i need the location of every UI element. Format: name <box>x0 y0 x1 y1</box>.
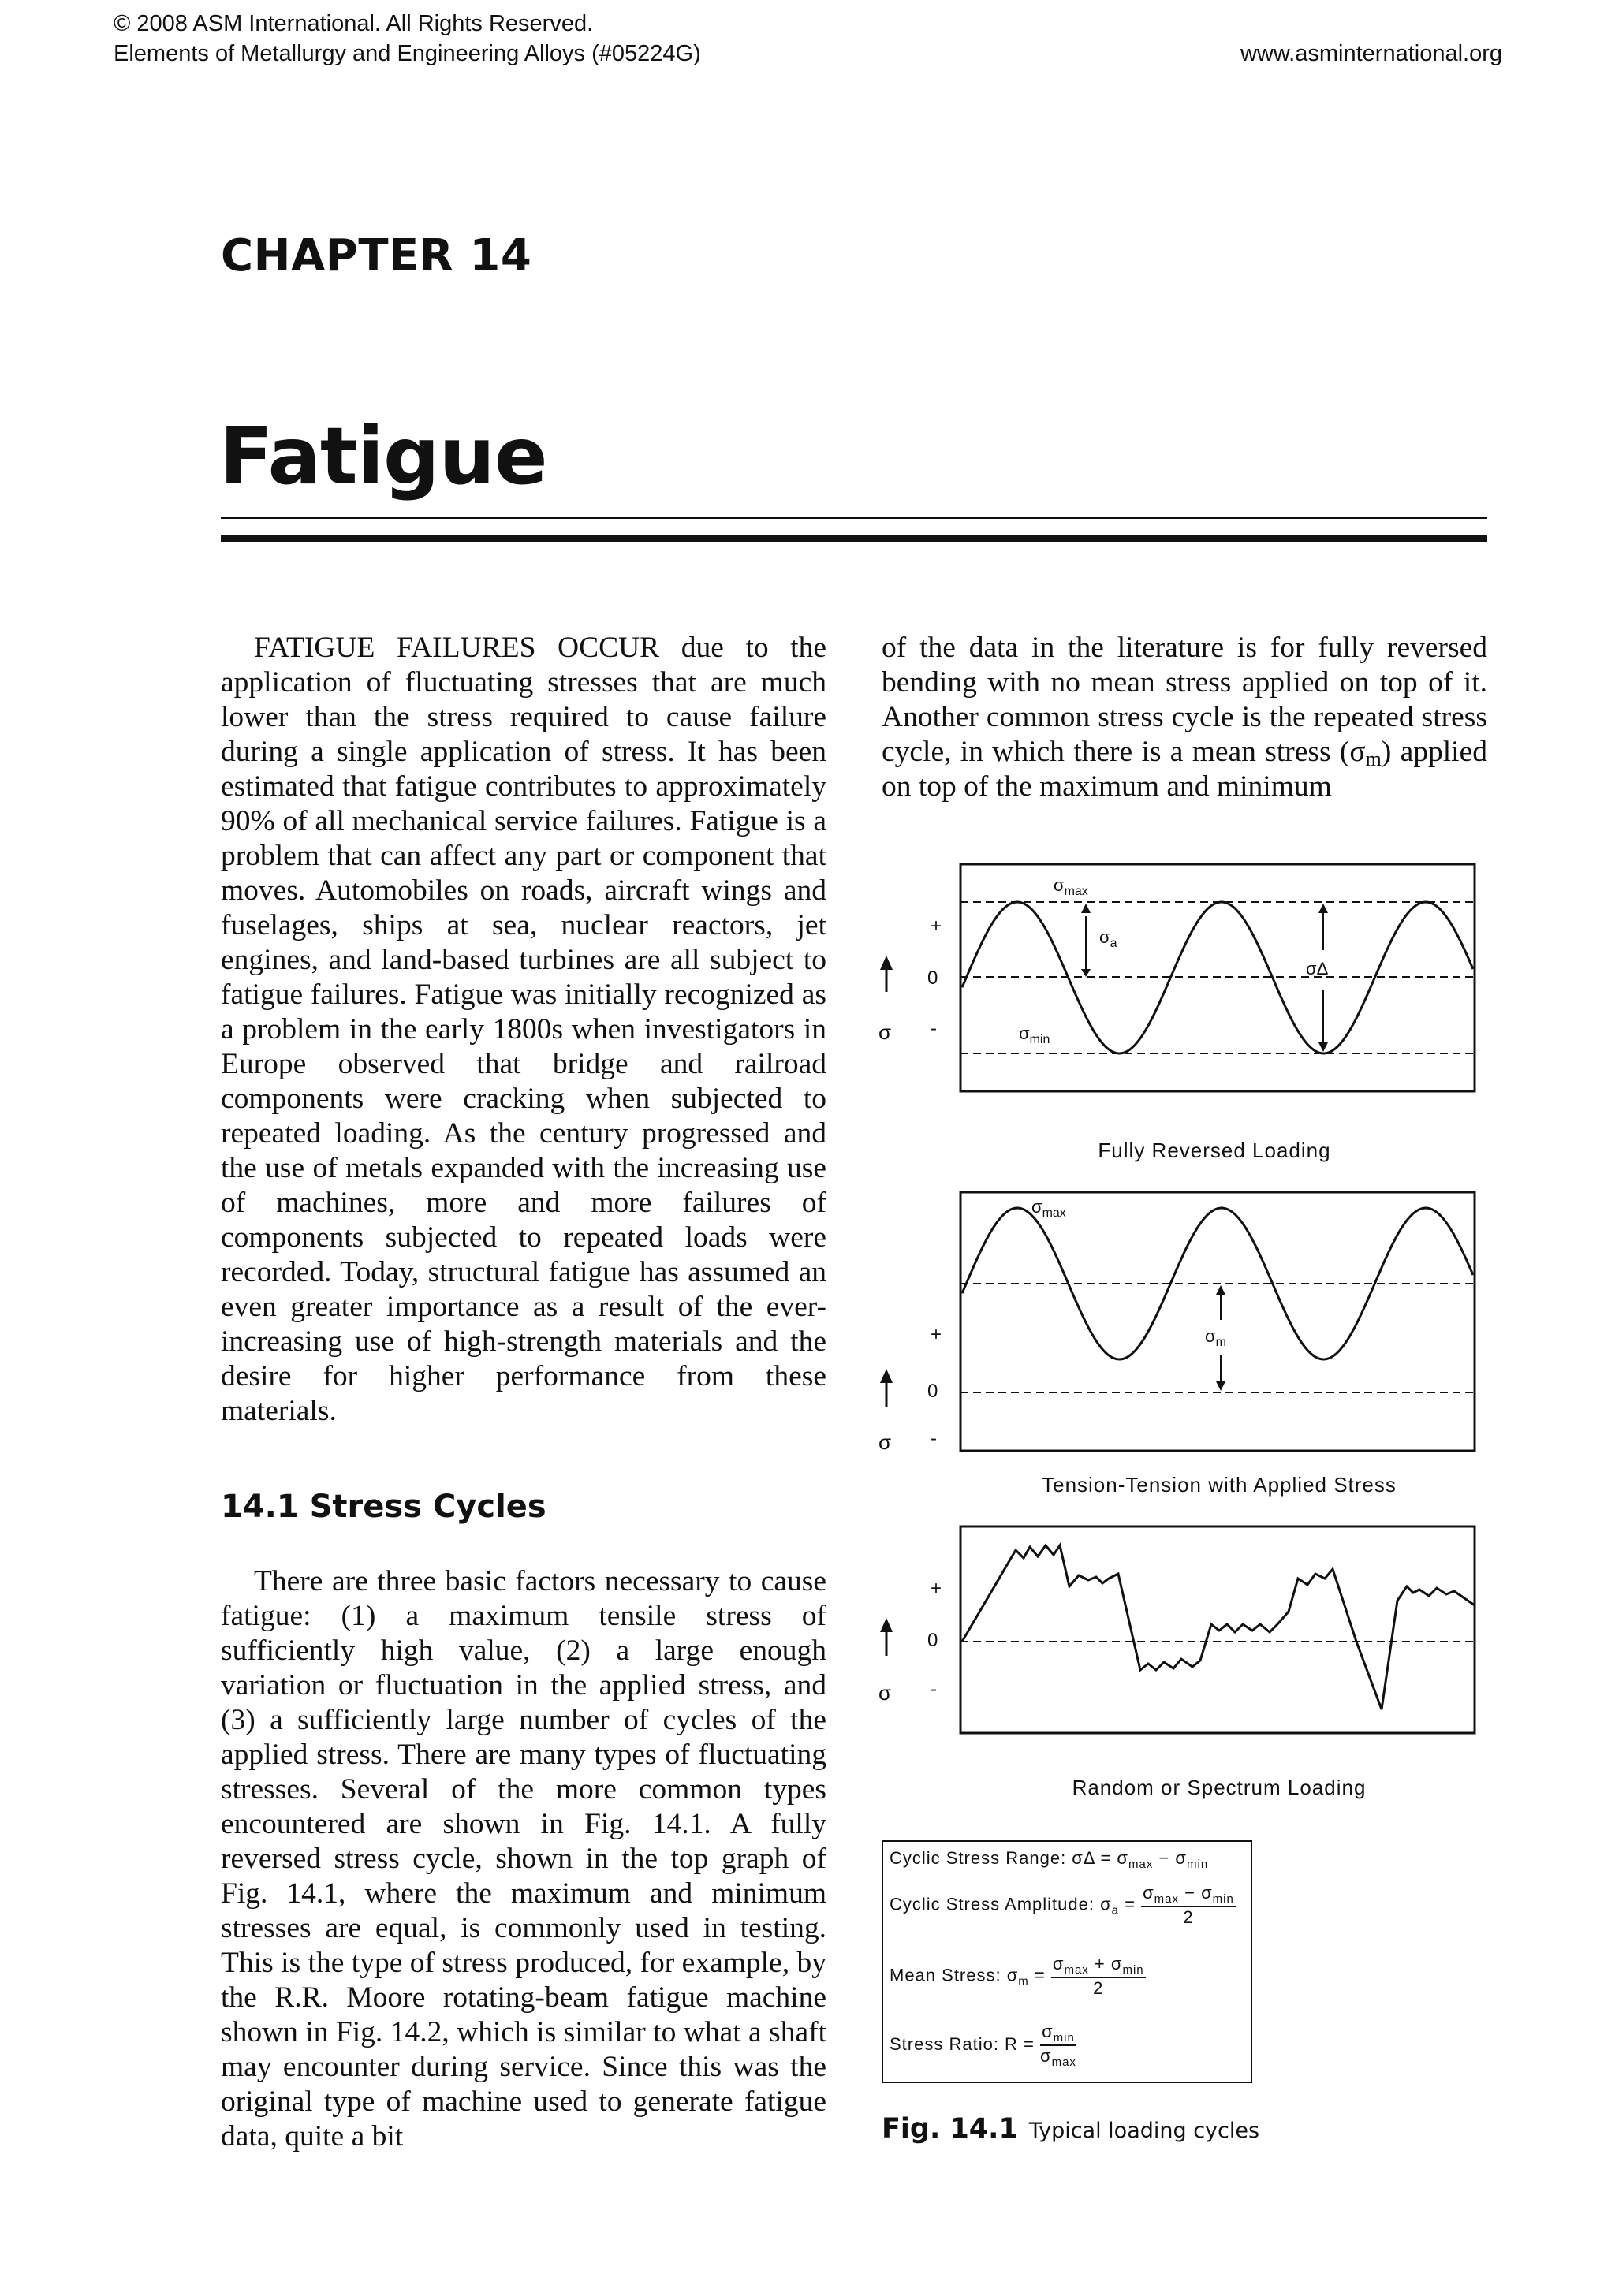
intro-paragraph: FATIGUE FAILURES OCCUR due to the application of fluctuating stresses that are much lower than the stress required to cause failure during a single application of stress. It has been estimated that fatigue contributes to approximately 90% of all mechanical service failures. Fatigue is a problem that can affect any part or component that moves. Automobiles on roads, aircraft wings and fuselages, ships at sea, nuclear reactors, jet engines, and land-based turbines are all subject to fatigue failures. Fatigue was initially recognized as a problem in the early 1800s when investigators in Europe observed that bridge and railroad components were cracking when subjected to repeated loading. As the century progressed and the use of metals expanded with the increasing use of machines, more and more failures of components subjected to repeated loads were recorded. Today, structural fatigue has assumed an even greater importance as a result of the ever-increasing use of high-strength materials and the desire for higher performance from these materials. <box>221 632 826 1427</box>
graph2-axis-plus: + <box>931 1324 942 1345</box>
graph-tension-tension <box>878 1192 1475 1496</box>
figure-caption-text: Typical loading cycles <box>1028 2119 1260 2143</box>
graph2-axis-zero: 0 <box>927 1381 938 1402</box>
section-paragraph: There are three basic factors necessary to cause fatigue: (1) a maximum tensile stress of sufficiently high value, (2) a large enough variation or fluctuation in the applied stress, and (3) a sufficiently large number of cycles of the applied stress. There are many types of fluctuating stresses. Several of the more common types encountered are shown in Fig. 14.1. A fully reversed stress cycle, shown in the top graph of Fig. 14.1, where the maximum and minimum stresses are equal, is commonly used in testing. This is the type of stress produced, for example, by the R.R. Moore rotating-beam fatigue machine shown in Fig. 14.2, which is similar to what a shaft may encounter during service. Since this was the original type of machine used to generate fatigue data, quite a bit <box>221 1565 826 2152</box>
graph2-axis-arrowhead <box>880 1369 893 1383</box>
figure-caption <box>882 2113 1259 2145</box>
graph1-amplitude-arrowhead-up <box>1081 904 1091 913</box>
section-heading: 14.1 Stress Cycles <box>221 1489 546 1525</box>
right-paragraph-after: ) applied on top of the maximum and minimum <box>882 736 1487 803</box>
formula-stress-range: Cyclic Stress Range: $\sigma\Delta = \sigma_{max} - \sigma_{min}$ <box>890 1848 1209 1871</box>
graph1-sigma-min-label: $\sigma_{min}$ <box>1019 1023 1050 1046</box>
graph1-sigma-delta-label: σΔ <box>1306 959 1329 978</box>
graph1-caption: Fully Reversed Loading <box>1098 1139 1331 1162</box>
mean-fraction: $\frac{\sigma_{max} + \sigma_{min}}{2}$ <box>1052 1954 1144 1998</box>
header-copyright: © 2008 ASM International. All Rights Reserved. <box>114 11 594 36</box>
graph1-axis-arrowhead <box>880 956 893 970</box>
graph3-axis-arrowhead <box>880 1618 893 1632</box>
graph1-amplitude-arrowhead-down <box>1081 969 1091 977</box>
header-url[interactable]: www.asminternational.org <box>1240 41 1502 66</box>
graph3-caption: Random or Spectrum Loading <box>1072 1776 1367 1799</box>
graph1-axis-minus: - <box>931 1018 937 1039</box>
graph2-mean-arrowhead-down <box>1216 1381 1225 1391</box>
graph3-axis-minus: - <box>931 1679 937 1700</box>
graph2-sigma-m-label: $\sigma_m$ <box>1205 1326 1226 1349</box>
graph3-axis-plus: + <box>931 1578 942 1599</box>
graph1-sigma-a-label: $\sigma_a$ <box>1099 927 1117 950</box>
right-paragraph-before: of the data in the literature is for fully reversed bending with no mean stress applied on top of it. Another common stress cycle is the repeated stress cycle, in which there is a mean stress (σ <box>882 632 1487 768</box>
graph2-axis-minus: - <box>931 1428 937 1449</box>
header-book-title: Elements of Metallurgy and Engineering Alloys (#05224G) <box>114 41 701 66</box>
graph1-sigma-max-label: $\sigma_{max}$ <box>1054 875 1088 898</box>
formula-stress-amplitude: Cyclic Stress Amplitude: $\sigma_a$ = $\frac{\sigma_{max} - \sigma_{min}}{2}$ <box>890 1883 1234 1927</box>
right-paragraph-sub: m <box>1365 747 1382 770</box>
graph-random-spectrum <box>878 1526 1475 1799</box>
graph3-axis-zero: 0 <box>927 1630 938 1651</box>
graph1-range-arrowhead-up <box>1318 904 1328 913</box>
graph1-axis-sigma: σ <box>878 1020 892 1044</box>
graph2-mean-arrowhead-up <box>1216 1285 1225 1295</box>
graph3-axis-sigma: σ <box>878 1681 892 1705</box>
graph1-range-arrowhead-down <box>1318 1042 1328 1052</box>
graph-fully-reversed <box>878 864 1475 1162</box>
chapter-label: CHAPTER 14 <box>221 230 532 281</box>
graph1-axis-zero: 0 <box>927 967 938 989</box>
ratio-fraction: $\frac{\sigma_{min}}{\sigma_{max}}$ <box>1040 2022 1076 2069</box>
formula-box <box>882 1840 1252 2083</box>
graph1-axis-plus: + <box>931 915 942 937</box>
chapter-title: Fatigue <box>219 410 547 502</box>
graph2-sigma-max-label: $\sigma_{max}$ <box>1031 1197 1066 1220</box>
graph2-axis-sigma: σ <box>878 1430 892 1454</box>
graph2-caption: Tension-Tension with Applied Stress <box>1042 1473 1397 1496</box>
graph3-signal <box>962 1545 1475 1709</box>
formula-stress-ratio: Stress Ratio: R = $\frac{\sigma_{min}}{\sigma_{max}}$ <box>890 2022 1076 2069</box>
graph2-frame <box>960 1192 1475 1451</box>
formula-mean-stress: Mean Stress: $\sigma_m$ = $\frac{\sigma_{max} + \sigma_{min}}{2}$ <box>890 1954 1144 1998</box>
figure-caption-label: Fig. 14.1 <box>882 2113 1018 2145</box>
amplitude-fraction: $\frac{\sigma_{max} - \sigma_{min}}{2}$ <box>1143 1883 1234 1927</box>
